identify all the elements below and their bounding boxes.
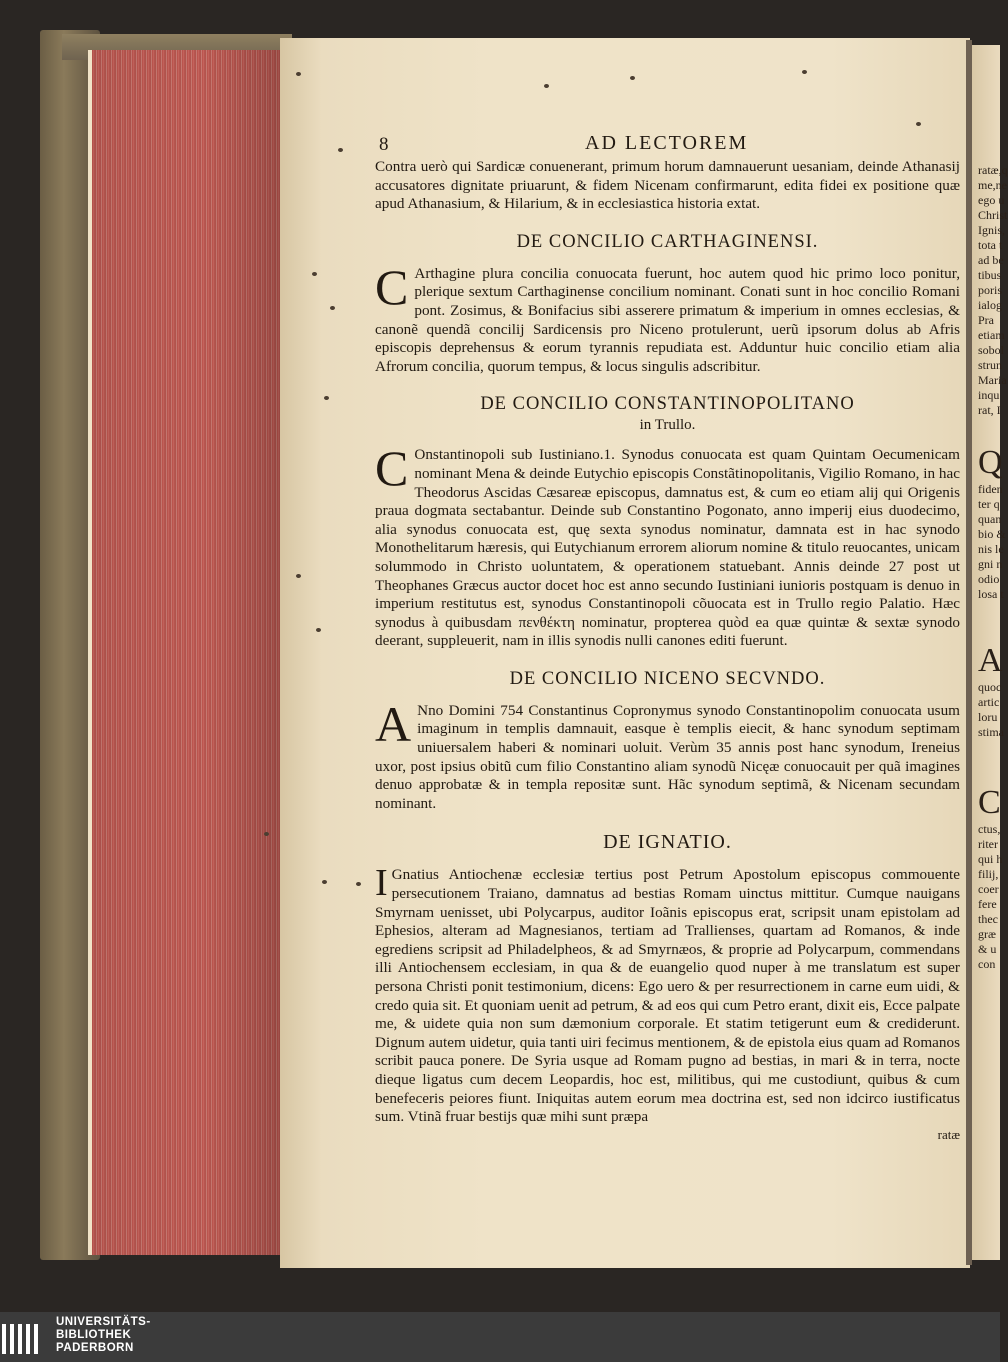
facing-page-lines-low [972, 680, 1004, 740]
page-block-shade [92, 50, 280, 1255]
facing-page-line: thec [978, 912, 998, 926]
facing-page-lines-bottom [972, 822, 1003, 972]
section-title-ignatius: DE IGNATIO. [603, 831, 732, 854]
facing-page-line: filij, [978, 867, 999, 881]
facing-page-line: gni n [978, 557, 1003, 571]
facing-page-line: bio & [978, 527, 1006, 541]
page-number: 8 [379, 134, 389, 155]
facing-page-line: me,ne [978, 178, 1007, 192]
margin-speck [264, 832, 269, 836]
facing-page-line: strun [978, 358, 1002, 372]
facing-page-line: odio [978, 572, 1000, 586]
margin-speck [356, 882, 361, 886]
drop-cap: C [375, 258, 409, 315]
facing-page-line: fiden [978, 482, 1003, 496]
facing-page-line: Maria [978, 373, 1007, 387]
section-subtitle: in Trullo. [639, 417, 696, 434]
section-body-ignatius: I Gnatius Antiochenæ ecclesiæ tertius post Petrum Apostolum episcopus commouente persecutionem Traiano, damnatus ad bestias Romam uinctus mittitur. Cumque nauigans Smyrnam uenisset, ubi Polycarpus, auditor Ioãnis episcopus erat, scripsit unam epistolam ad Ephesios, alteram ad Magnesianos, tertiam ad Trallienses, quartam ad Romanos, & inde egrediens scripsit ad Philadelpheos, & ad Smyrnæos, & proprie ad Polycarpum, commendans illi Antiochensem ecclesiam, in qua & de euangelio quod nuper à me translatum est super persona Christi ponit testimonium, dicens: Ego uero & per resurrectionem in carne eum uidi, & credo quia sit. Et quoniam uenit ad petrum, & ad eos qui cum Petro erant, dixit eis, Ecce palpate me, & uidete quia non sum dæmonium corporale. Et statim tetigerunt eum & crediderunt. Dignum autem uidetur, quia tanti uiri fecimus mentionem, & de epistola eius quam ad Romanos scribit pauca ponere. De Syria usque ad Romam pugno ad bestias, in mari & in terra, nocte dieque ligatus cum decem Leopardis, hoc est, militibus, qui me custodiunt, quibus & cum benefeceris peiores fiunt. Iniquitas autem eorum mea doctrina est, sed non idcirco iustificatus sum. Vtinã fruar bestijs quæ mihi sunt præpa [375, 862, 960, 1126]
facing-page-line: losa t [978, 587, 1004, 601]
facing-page-line: Pra [978, 313, 994, 327]
facing-page-lines-top [972, 163, 1008, 418]
facing-page-lines-mid [972, 482, 1006, 602]
facing-page-line: qui h [978, 852, 1003, 866]
margin-speck [322, 880, 327, 884]
facing-page-line: ctus, [978, 822, 1001, 836]
page-text-block [375, 132, 960, 1143]
facing-page-line: ego u [978, 193, 1005, 207]
facing-page-line: con [978, 957, 996, 971]
facing-page-line: sobol [978, 343, 1005, 357]
margin-speck [544, 84, 549, 88]
facing-page-line: tibus [978, 268, 1002, 282]
margin-speck [296, 574, 301, 578]
facing-page-line: etiam [978, 328, 1005, 342]
margin-speck [312, 272, 317, 276]
margin-speck [802, 70, 807, 74]
section-title-constantinople: DE CONCILIO CONSTANTINOPOLITANO in Trullo. [375, 394, 960, 434]
section-body-nicaea: A Nno Domini 754 Constantinus Copronymus synodo Constantinopolim conuocata usum imaginum in templis damnauit, easque è templis eiecit, & hanc synodum septimam uniuersalem haberi & nominari uoluit. Verùm 35 annis post hanc synodum, Ireneius uxor, post ipsius obitũ cum filio Constantino aliam synodũ Nicęæ conuocauit per quã imagines denuo approbatæ & in templa repositæ sunt. Hãc synodum septimã, & Nicenam secundam nominant. [375, 695, 960, 812]
drop-cap: C [375, 440, 409, 497]
intro-paragraph: Contra uerò qui Sardicæ conuenerant, primum horum damnauerunt uesaniam, deinde Athanasij accusatores dignitate priuarunt, & fidem Nicenam confirmarunt, edita fidei ex positione quæ apud Athanasium, & Hilarium, & in ecclesiastica historia extat. [375, 158, 960, 213]
facing-page-line: ter q [978, 497, 1000, 511]
facing-page-fragment [972, 45, 1008, 1260]
facing-page-line: Christ [978, 208, 1008, 222]
facing-page-line: græ [978, 927, 996, 941]
margin-speck [316, 628, 321, 632]
facing-page-line: riter [978, 837, 998, 851]
facing-page-line: ialog [978, 298, 1002, 312]
library-logo-icon [0, 1320, 44, 1356]
margin-speck [296, 72, 301, 76]
facing-page-line: quan [978, 512, 1002, 526]
facing-page-line: ad be [978, 253, 1004, 267]
margin-speck [630, 76, 635, 80]
margin-speck [324, 396, 329, 400]
facing-page-line: Ignis, [978, 223, 1005, 237]
page-header [375, 132, 960, 158]
drop-cap: A [375, 695, 412, 752]
section-title-nicaea: DE CONCILIO NICENO SECVNDO. [509, 668, 826, 689]
facing-page-initial-c: C [978, 784, 1001, 821]
section-title-carthage: DE CONCILIO CARTHAGINENSI. [516, 231, 819, 252]
facing-page-line: tota t [978, 238, 1003, 252]
facing-page-line: & u [978, 942, 997, 956]
facing-page-line: nis le [978, 542, 1004, 556]
facing-page-line: stima [978, 725, 1004, 739]
margin-speck [330, 306, 335, 310]
facing-page-line: loru [978, 710, 998, 724]
library-footer [0, 1312, 1000, 1362]
section-body-carthage: C Arthagine plura concilia conuocata fuerunt, hoc autem quod hic primo loco ponitur, plerique sextum Carthaginense concilium nominant. Conati sunt in hoc concilio Romani pont. Zosimus, & Bonifacius sibi asserere primatum & imperium in omnes ecclesias, & canonẽ quendã concilij Sardicensis pro Niceno protulerunt, uerũ ipsorum dolus ab Afris episcopis deprehensus & eorum tyrannis repudiata est. Adduntur huic concilio etiam alia Afrorum concilia, quorum tempus, & locus singulis adscribitur. [375, 258, 960, 375]
facing-page-line: fere [978, 897, 997, 911]
facing-page-line: coer [978, 882, 999, 896]
facing-page-line: artic [978, 695, 1000, 709]
section-body-constantinople: C Onstantinopoli sub Iustiniano.1. Synodus conuocata est quam Quintam Oecumenicam nominant Mena & deinde Eutychio episcopis Constãtinopolitanis, Vigilio Romano, in hac Theodorus Ascidas Cæsareæ episcopus, damnatus est, & cum eo etiam alij qui Origenis praua dogmata sectabantur. Deinde sub Constantino Pogonato, anno imperij eius duodecimo, alia synodus conuocata est, quę sexta synodus nominatur, damnata est in hac synodo Monothelitarum hæresis, qui Eutychianum errorem aliorum nomine & titulo reuocantes, unicam solummodo in Christo uoluntatem, & operationem statuebant. Annis deinde 27 post ut Theophanes Græcus auctor docet hoc est anno secundo Iustiniani iunioris postquam is denuo in imperium restitutus est, synodus Constantinopoli cõuocata est in Trullo regio Palatio. Hæc synodus à quibusdam πενθέκτη nominatur, propterea quòd ea quæ quintæ & sextæ synodo deerant, suppleuerit, nam in illis synodis nulli canones editi fuerunt. [375, 440, 960, 650]
margin-speck [338, 148, 343, 152]
facing-page-line: ratæ,q [978, 163, 1008, 177]
library-name: UNIVERSITÄTS- BIBLIOTHEK PADERBORN [56, 1316, 151, 1354]
margin-speck [916, 122, 921, 126]
facing-page-line: inqu [978, 388, 1000, 402]
facing-page-line: quoc [978, 680, 1002, 694]
facing-page-initial-q: Q [978, 444, 1003, 481]
drop-cap: I [375, 862, 388, 905]
facing-page-line: poris [978, 283, 1002, 297]
catchword: ratæ [937, 1126, 960, 1142]
facing-page-initial-a: A [978, 642, 1003, 679]
facing-page-line: rat, I [978, 403, 1001, 417]
running-head: AD LECTOREM [585, 132, 749, 154]
